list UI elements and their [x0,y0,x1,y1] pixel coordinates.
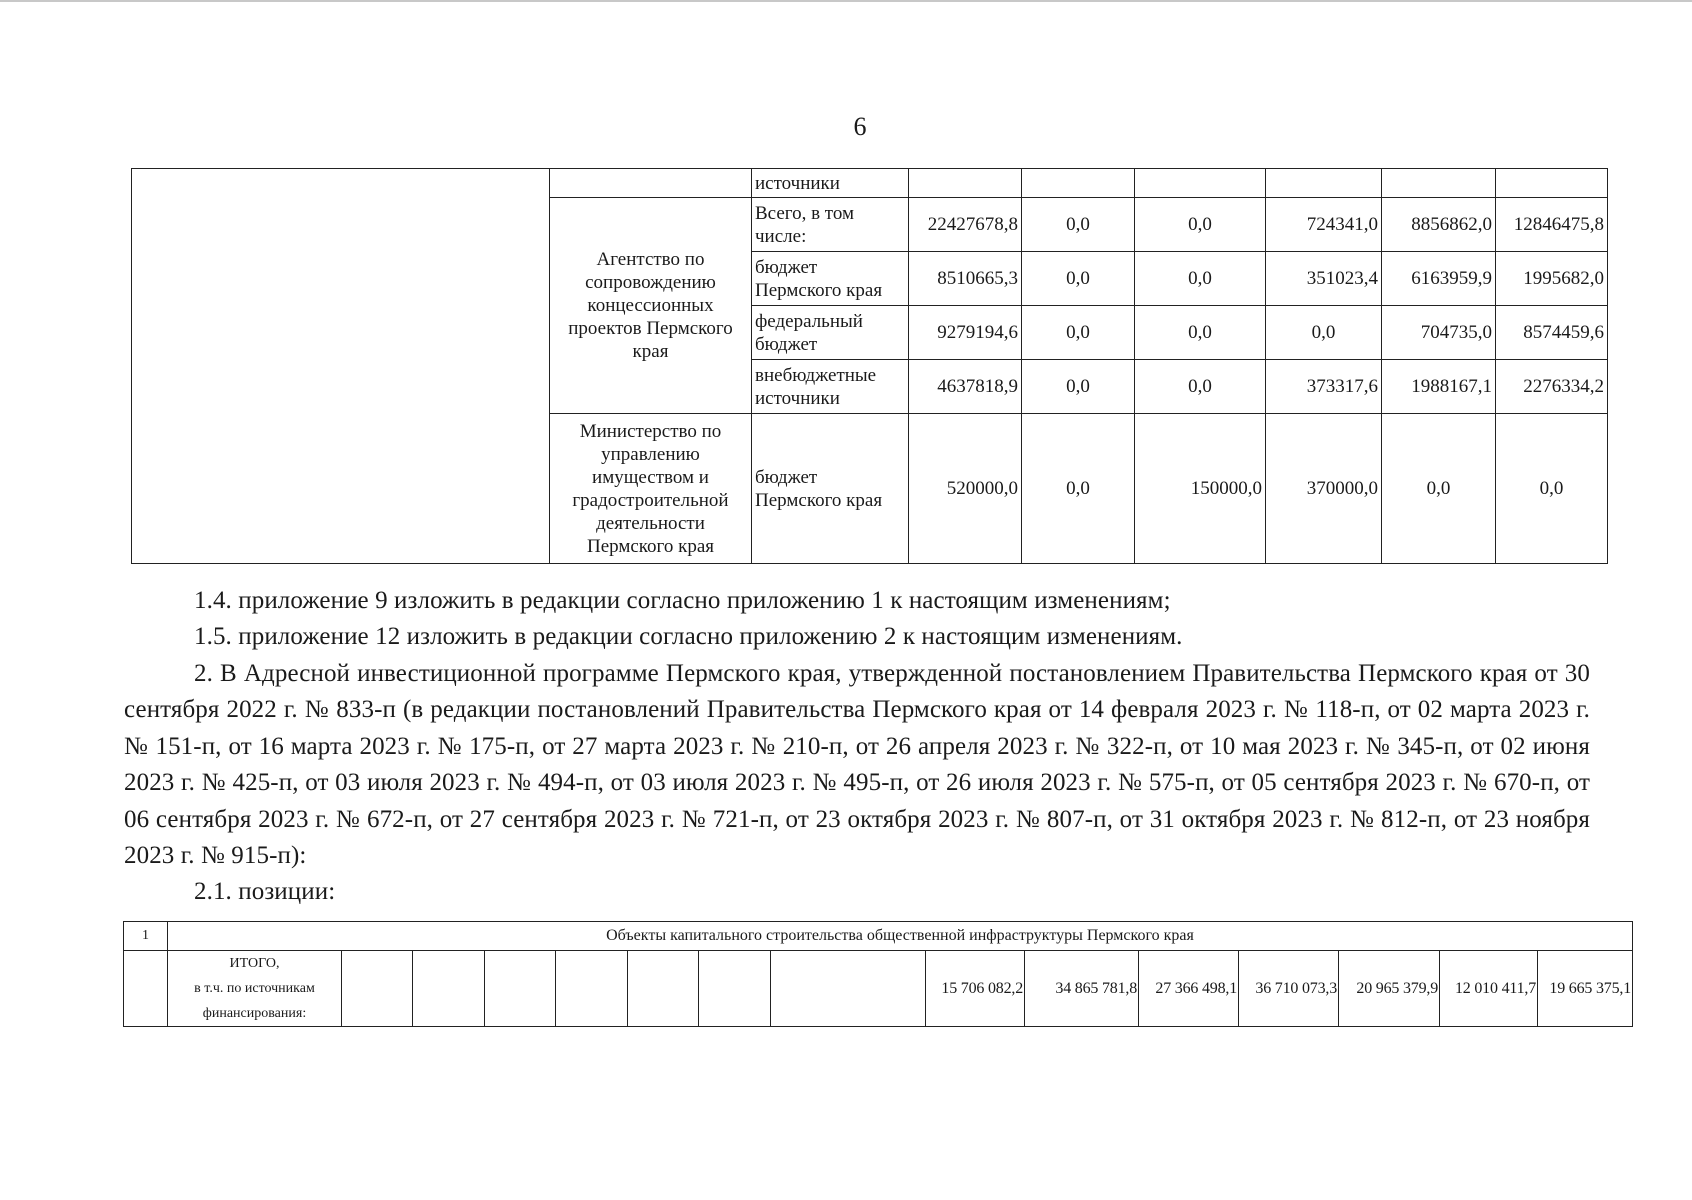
total-label [168,951,342,1027]
table-row [124,922,1633,951]
value-cell: 27 366 498,1 [1139,951,1239,1027]
top-rule [0,0,1692,2]
value-cell: 1988167,1 [1382,360,1496,414]
empty-cell [1266,169,1382,198]
value-cell: 1995682,0 [1496,252,1608,306]
value-cell: 22427678,8 [909,198,1022,252]
source-cell: бюджет Пермского края [752,252,909,306]
empty-cell [485,951,556,1027]
value-cell: 20 965 379,9 [1339,951,1440,1027]
value-cell: 0,0 [1135,198,1266,252]
empty-cell [556,951,628,1027]
empty-cell [124,951,168,1027]
empty-cell [132,169,550,564]
empty-cell [1382,169,1496,198]
value-cell: 12 010 411,7 [1440,951,1538,1027]
empty-cell [699,951,771,1027]
value-cell: 8856862,0 [1382,198,1496,252]
total-label-line: в т.ч. по источникам [194,981,315,996]
value-cell: 15 706 082,2 [926,951,1025,1027]
value-cell: 8510665,3 [909,252,1022,306]
empty-cell [909,169,1022,198]
value-cell: 373317,6 [1266,360,1382,414]
value-cell: 12846475,8 [1496,198,1608,252]
source-cell: Всего, в том числе: [752,198,909,252]
value-cell: 724341,0 [1266,198,1382,252]
value-cell: 150000,0 [1135,414,1266,564]
value-cell: 0,0 [1135,360,1266,414]
empty-cell [1496,169,1608,198]
paragraph-2: 2. В Адресной инвестиционной программе Пермского края, утвержденной постановлением Правительства Пермского края от 30 сентября 2022 г. № 833-п (в редакции постановлений Правительства Пермского края от 14 февраля 2023 г. № 118-п, от 02 марта 2023 г. № 151-п, от 16 марта 2023 г. № 175-п, от 27 марта 2023 г. № 210-п, от 26 апреля 2023 г. № 322-п, от 10 мая 2023 г. № 345-п, от 02 июня 2023 г. № 425-п, от 03 июля 2023 г. № 494-п, от 03 июля 2023 г. № 495-п, от 26 июля 2023 г. № 575-п, от 05 сентября 2023 г. № 670-п, от 06 сентября 2023 г. № 672-п, от 27 сентября 2023 г. № 721-п, от 23 октября 2023 г. № 807-п, от 31 октября 2023 г. № 812-п, от 23 ноября 2023 г. № 915-п): [124,660,1590,870]
value-cell: 34 865 781,8 [1025,951,1139,1027]
value-cell: 0,0 [1496,414,1608,564]
page-number: 6 [853,112,867,141]
source-cell: внебюджетные источники [752,360,909,414]
paragraph-1-5: 1.5. приложение 12 изложить в редакции согласно приложению 2 к настоящим изменениям. [194,623,1183,650]
value-cell: 704735,0 [1382,306,1496,360]
empty-cell [771,951,926,1027]
value-cell: 0,0 [1022,198,1135,252]
value-cell: 6163959,9 [1382,252,1496,306]
empty-cell [1135,169,1266,198]
table-row [124,951,1633,1027]
empty-cell [342,951,413,1027]
row-number: 1 [124,922,168,951]
section-header: Объекты капитального строительства общественной инфраструктуры Пермского края [168,922,1633,951]
value-cell: 0,0 [1022,252,1135,306]
value-cell: 0,0 [1382,414,1496,564]
total-label-line: ИТОГО, [229,956,280,971]
paragraph-1-4: 1.4. приложение 9 изложить в редакции согласно приложению 1 к настоящим изменениям; [194,587,1171,614]
source-cell: федеральный бюджет [752,306,909,360]
agency-cell: Агентство по сопровождению концессионных проектов Пермского края [550,198,752,414]
investment-program-table [123,921,1633,1027]
value-cell: 0,0 [1135,252,1266,306]
table-row [132,169,1608,198]
value-cell: 520000,0 [909,414,1022,564]
empty-cell [1022,169,1135,198]
paragraph-2-1: 2.1. позиции: [194,878,336,905]
empty-cell [413,951,485,1027]
value-cell: 19 665 375,1 [1538,951,1633,1027]
value-cell: 8574459,6 [1496,306,1608,360]
value-cell: 0,0 [1022,414,1135,564]
value-cell: 0,0 [1022,360,1135,414]
financing-table [131,168,1608,564]
value-cell: 2276334,2 [1496,360,1608,414]
value-cell: 9279194,6 [909,306,1022,360]
empty-cell [628,951,699,1027]
value-cell: 370000,0 [1266,414,1382,564]
total-label-line: финансирования: [202,1006,307,1021]
value-cell: 0,0 [1266,306,1382,360]
value-cell: 0,0 [1135,306,1266,360]
value-cell: 0,0 [1022,306,1135,360]
empty-cell [550,169,752,198]
value-cell: 36 710 073,3 [1239,951,1339,1027]
value-cell: 351023,4 [1266,252,1382,306]
value-cell: 4637818,9 [909,360,1022,414]
agency-cell: Министерство по управлению имуществом и градостроительной деятельности Пермского края [550,414,752,564]
source-cell: источники [752,169,909,198]
source-cell: бюджет Пермского края [752,414,909,564]
